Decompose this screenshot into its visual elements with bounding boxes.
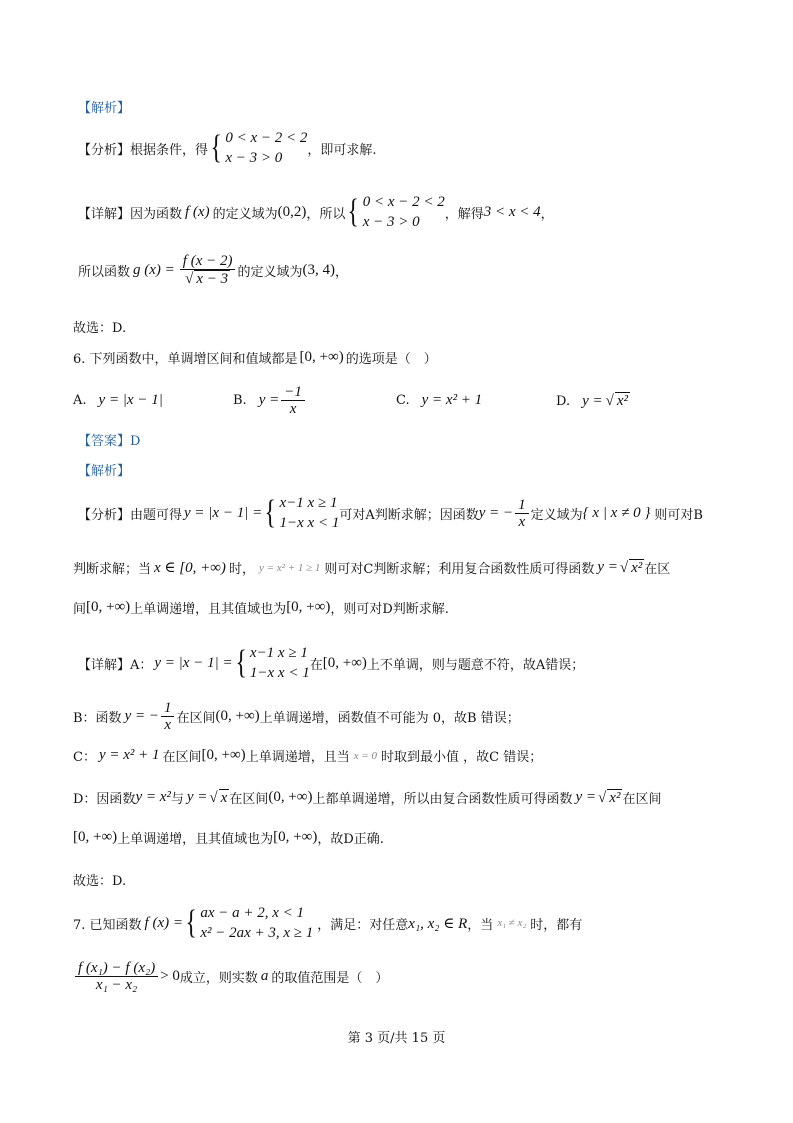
math-lhs: y = − [478,504,514,521]
text: 【详解】A： [78,657,153,673]
q6-analysis-line3 [73,598,449,617]
text: 间 [73,602,87,617]
choose-line: 故选：D. [73,874,127,889]
option-math: y = x² + 1 [421,392,483,408]
text: ，则可对D判断求解. [330,602,449,617]
text: B：函数 [73,711,122,726]
text: 与 [170,792,184,807]
q7-stem-line2 [73,960,388,993]
text: 上不单调，则与题意不符，故A错误； [366,657,585,673]
text: 在区间 [176,711,216,726]
option-math: y = [258,392,280,408]
option-math: y = |x − 1| [98,392,163,408]
text: 在区间 [162,750,202,765]
math-interval: [0, +∞) [73,829,118,845]
detail-line [78,192,554,232]
gx-text-2: 的定义域为 [237,264,303,280]
brace: { [264,494,277,531]
fraction: $\frac{\text{f (x₁) − f (x₂)}}{\text{x₁ − x₂}}$ [75,960,158,993]
math-lhs: y = [186,789,208,805]
math-interval: [0, +∞) [201,747,246,763]
math-fx: f (x) [185,203,210,220]
math-domain: (0,2) [277,203,307,220]
text: ，当 [467,917,494,933]
q6-detail-b [73,700,520,733]
text: C： [73,750,96,765]
text: 7. 已知函数 [73,917,142,933]
text: 上单调递增，函数值不可能为 0，故B 错误； [259,711,520,726]
math-interval: [0, +∞) [286,599,331,615]
math-lhs: y = [597,559,618,575]
math-xin: x ∈ [0, +∞) [154,560,226,576]
math-eq: y = x² + 1 [98,747,160,763]
q6-analysis-line2: 判断求解；当 x ∈ [0, +∞) 时， y = x² + 1 ≥ 1 则可对C判断求解；利用复合函数性质可得函数 y = √ x² 在区 [73,559,671,577]
q6-option-b [233,384,307,417]
brace: { [185,904,197,941]
math-interval: (0, +∞) [268,789,313,805]
math-lhs: y = [575,789,597,805]
text: 判断求解；当 [73,562,152,577]
analysis-line [78,128,377,168]
text: 上单调递增，且其值域也为 [130,602,287,617]
text: 在区 [644,562,671,577]
math-interval: [0, +∞) [273,829,318,845]
page-footer: 第 3 页/共 15 页 [347,1031,446,1046]
q6-stem-end: 的选项是（ ） [345,352,437,367]
fraction: $\frac{1}{x}$ [515,497,529,530]
q6-option-d: D. y = √ x² [556,392,629,409]
detail-text-2: 的定义域为 [212,206,278,222]
math-result: 3 < x < 4 [483,203,541,220]
q6-detail-d-line2 [73,828,384,847]
text: 可对A判断求解；因函数 [339,507,479,523]
fraction: $\frac{-1}{x}$ [281,384,305,417]
brace: { [347,193,360,230]
text: 时取到最小值 ，故C 错误； [381,750,543,765]
q6-detail-a [78,643,584,683]
brace: { [210,129,222,166]
text: 在区间 [229,792,269,807]
text: 的取值范围是（ ） [271,971,389,986]
piecewise-system: x−1 x ≥ 1 1−x x < 1 [279,495,340,531]
text: 时，都有 [530,917,583,933]
q6-stem [73,348,437,367]
math-interval: (0, +∞) [215,708,260,724]
section-label-analysis: 【解析】 [78,101,131,116]
fraction: $\frac{f (x - 2)}{√ x - 3}$ [180,253,236,287]
q6-option-c [396,392,482,409]
fraction: $\frac{1}{x}$ [161,700,175,733]
option-math: y = [582,392,603,409]
text: 则可对B [654,507,703,523]
math-eq: y = |x − 1| = [184,504,263,521]
analysis-text-end: ，即可求解. [307,142,377,158]
q6-detail-c [73,746,542,765]
math-light: x = 0 [353,749,378,762]
text: 上都单调递增，所以由复合函数性质可得函数 [312,792,573,807]
text: 上单调递增，且其值域也为 [117,832,274,847]
gx-line [78,253,348,287]
text: 则可对C判断求解；利用复合函数性质可得函数 [324,562,595,577]
math-gt: > 0 [160,968,180,984]
math-interval: [0, +∞) [299,349,344,365]
text: 成立，则实数 [179,971,258,986]
math-vars: x₁, x₂ ∈ R [408,915,468,932]
math-light: x₁ ≠ x₂ [497,917,527,929]
inequality-system: 0 < x − 2 < 2 x − 3 > 0 [362,194,445,230]
math-gdomain: (3, 4) [302,261,335,278]
text: 上单调递增，且当 [245,750,350,765]
math-lhs: y = − [124,708,159,724]
text: 在 [309,657,323,673]
math-gx: g (x) = [133,261,175,278]
detail-text-5: ， [540,206,554,222]
text: 【分析】由题可得 [78,507,183,523]
text: ，故D正确. [317,832,384,847]
math-fx: f (x) = [144,914,183,931]
gx-text: 所以函数 [78,264,131,280]
piecewise-system: x−1 x ≥ 1 1−x x < 1 [249,645,310,681]
math-eq: y = |x − 1| = [154,654,233,671]
text: 定义域为 [530,507,583,523]
text: 在区间 [622,792,662,807]
q6-option-a [73,392,163,409]
math-light: y = x² + 1 ≥ 1 [258,561,321,574]
detail-text-4: ，解得 [444,206,484,222]
piecewise-system: ax − a + 2, x < 1 x² − 2ax + 3, x ≥ 1 [200,905,314,941]
math-interval: [0, +∞) [322,654,367,671]
text: 时， [228,562,255,577]
option-label: A. [73,393,87,408]
text: D：因函数 [73,792,136,807]
math-interval: [0, +∞) [86,599,131,615]
q6-stem-text: 6. 下列函数中，单调增区间和值域都是 [73,352,298,367]
inequality-system: 0 < x − 2 < 2 x − 3 > 0 [225,130,308,166]
gx-text-3: ， [335,264,349,280]
q6-detail-d-line1: D：因函数 y = x² 与 y = √ x 在区间 (0, +∞) 上都单调递增，所以由复合函数性质可得函数 y = √ x² 在区间 [73,789,662,807]
detail-text: 【详解】因为函数 [78,206,183,222]
section-label-analysis: 【解析】 [78,464,131,479]
analysis-text: 【分析】根据条件，得 [78,142,209,158]
choose-line: 故选：D. [73,321,127,336]
option-label: B. [233,393,247,408]
text: ，满足：对任意 [317,917,409,933]
q6-analysis-line1 [78,493,703,533]
brace: { [235,644,247,681]
math-set: { x | x ≠ 0 } [582,504,651,521]
math-eq: y = x² [135,789,171,805]
option-label: C. [396,393,410,408]
math-var: a [260,968,269,984]
q7-stem-line1 [73,903,582,943]
option-label: D. [556,393,571,409]
detail-text-3: ，所以 [306,206,346,222]
answer-label: 【答案】D [78,434,141,449]
